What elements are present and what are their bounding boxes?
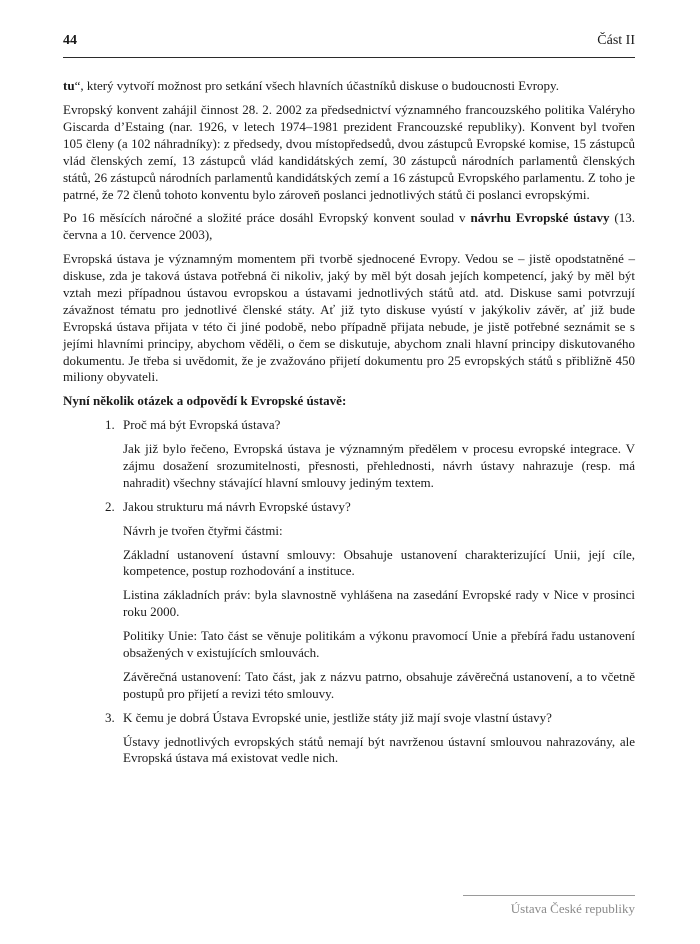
qa-answer: Politiky Unie: Tato část se věnuje politikám a výkonu pravomocí Unie a přebírá řadu ustanovení obsažených v existujících smlouvách. [123, 628, 635, 661]
qa-answers [63, 523, 635, 703]
qa-question [63, 499, 635, 516]
qa-number: 3. [105, 709, 115, 725]
qa-answer: Základní ustanovení ústavní smlouvy: Obsahuje ustanovení charakterizující Unii, její cíle, kompetence, postup rozhodování a instituce. [123, 546, 635, 579]
qa-item-2 [63, 499, 635, 703]
section-title: Část II [597, 33, 635, 48]
qa-heading: Nyní několik otázek a odpovědí k Evropské ústavě: [63, 393, 347, 409]
qa-answer: Ústavy jednotlivých evropských států nemají být navrženou ústavní smlouvou nahrazovány, ale Evropská ústava má existovat vedle nich. [123, 733, 635, 766]
page-body [63, 78, 635, 767]
paragraph-continuation [63, 78, 635, 95]
qa-item-1 [63, 417, 635, 492]
page-footer [463, 895, 635, 918]
qa-answer: Listina základních práv: byla slavnostně vyhlášena na zasedání Evropské rady v Nice v prosinci roku 2000. [123, 587, 635, 620]
footer-label: Ústava České republiky [510, 901, 635, 917]
text-run: “, který vytvoří možnost pro setkání všech hlavních účastníků diskuse o budoucnosti Evropy. [74, 78, 559, 94]
qa-question-text: K čemu je dobrá Ústava Evropské unie, jestliže státy již mají svoje vlastní ústavy? [123, 709, 552, 725]
page-number: 44 [63, 33, 77, 48]
paragraph-ustava: Evropská ústava je významným momentem při tvorbě sjednocené Evropy. Vedou se – jistě opodstatněné – diskuse, zda je taková ústava potřebná či nikoliv, jaký by měl být dosah jejích kompetencí, jaký by měl být vztah mezi případnou ústavou evropskou a ústavami jednotlivých států atd. atd. Diskuse sami potvrzují závažnost tématu pro jednotlivé členské státy. Ať již tyto diskuse vyústí v jakýkoliv závěr, ať již bude Evropská ústava přijata v této či jiné podobě, nebo případně přijata nebude, je jistě potřebné seznámit se s jejími hlavními principy, abychom věděli, o čem se diskutuje, abychom znali hlavní principy diskutovaného dokumentu. Je třeba si uvědomit, že je zvažováno přijetí dokumentu pro 25 evropských států s přibližně 450 miliony obyvateli. [63, 251, 635, 385]
qa-question-text: Proč má být Evropská ústava? [123, 417, 281, 433]
qa-answer: Jak již bylo řečeno, Evropská ústava je významným předělem v procesu evropské integrace. V zájmu dosažení srozumitelnosti, přesnosti, přehlednosti, návrh ústavy nahrazuje (resp. má nahradit) všechny stávající hlavní smlouvy jediným textem. [123, 441, 635, 490]
paragraph-navrh [63, 210, 635, 244]
qa-answer: Závěrečná ustanovení: Tato část, jak z názvu patrno, obsahuje závěrečná ustanovení, a to včetně postupů pro přijetí a revizi této smlouvy. [123, 668, 635, 701]
qa-number: 2. [105, 498, 115, 514]
qa-question-text: Jakou strukturu má návrh Evropské ústavy? [123, 498, 351, 514]
bold-run: návrhu Evropské ústavy [470, 210, 610, 226]
text-run: (13. června a 10. července 2003), [63, 210, 635, 243]
qa-answer: Návrh je tvořen čtyřmi částmi: [123, 522, 283, 538]
qa-number: 1. [105, 417, 115, 433]
text-run: Po 16 měsících náročné a složité práce dosáhl Evropský konvent soulad v [63, 210, 471, 226]
paragraph-convent: Evropský konvent zahájil činnost 28. 2. 2002 za předsednictví významného francouzského politika Valéryho Giscarda d’Estaing (nar. 1926, v letech 1974–1981 prezident Francouzské republiky). Konvent byl tvořen 105 členy (a 102 náhradníky): z předsedy, dvou místopředsedů, dvou zástupců Evropské komise, 15 zástupců vlád členských zemí, 13 zástupců vlád kandidátských zemí, 30 zástupců národních parlamentů členských států, 26 zástupců národních parlamentů kandidátských zemí a 16 zástupců Evropského parlamentu. Z toho je patrné, že 72 členů tohoto konventu bylo zároveň poslanci jednotlivých států či poslanci evropskými. [63, 102, 635, 202]
qa-answers [63, 441, 635, 492]
qa-question [63, 710, 635, 727]
page-header [63, 32, 635, 58]
qa-answers [63, 734, 635, 768]
qa-question [63, 417, 635, 434]
qa-item-3 [63, 710, 635, 768]
bold-run: tu [63, 78, 75, 94]
